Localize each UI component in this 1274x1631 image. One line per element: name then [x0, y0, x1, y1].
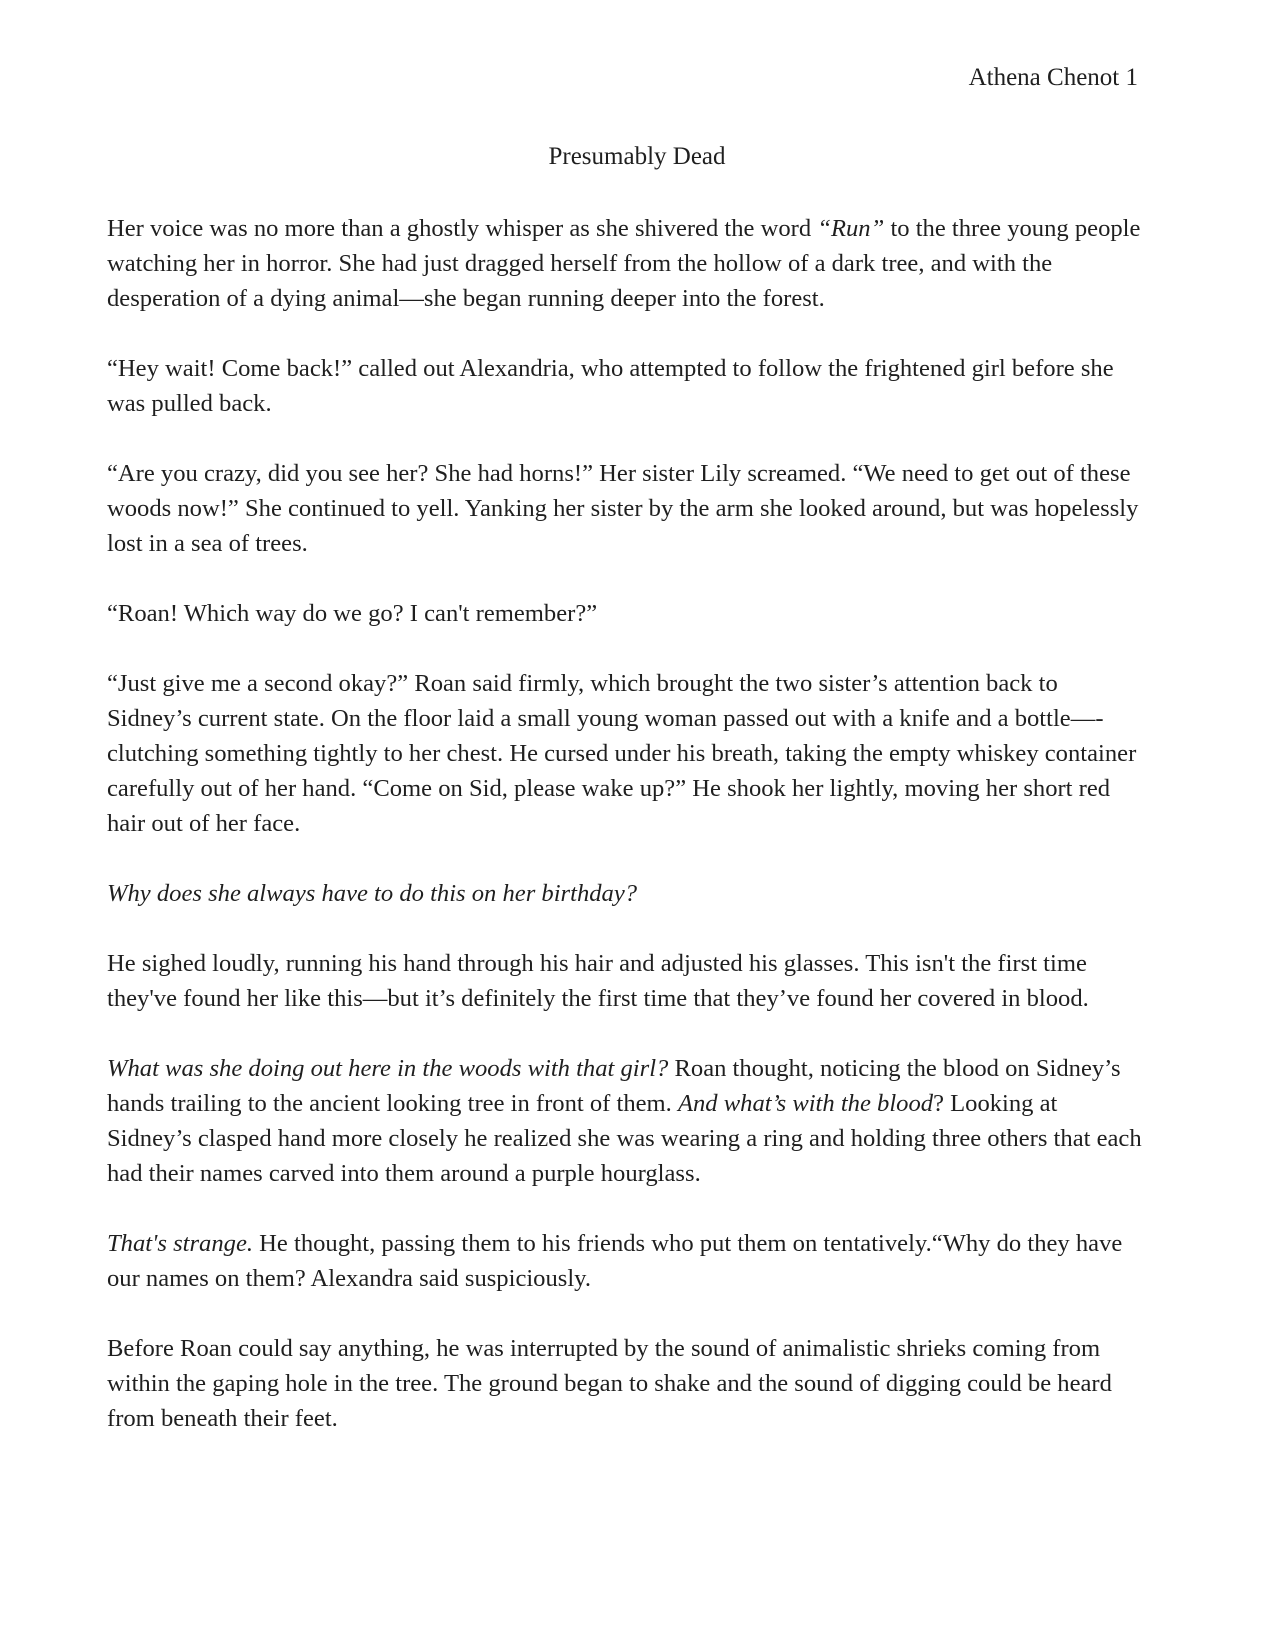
- paragraph-1-text-c: to the three young people watching her in horror. She had just dragged herself from the hollow of a dark tree, and with the desperation of a dying animal—she began running deeper into the forest.: [107, 215, 1141, 312]
- paragraph-8-text-d: ? Looking at Sidney’s clasped hand more closely he realized she was wearing a ring and holding three others that each had their names carved into them around a purple hourglass.: [107, 1090, 1142, 1187]
- paragraph-6-italic-thought: Why does she always have to do this on her birthday?: [107, 880, 638, 907]
- paragraph-1-italic-run: “Run”: [817, 215, 885, 242]
- paragraph-1: [107, 211, 1147, 316]
- paragraph-8-italic-c: And what’s with the blood: [677, 1090, 934, 1117]
- page-header: Athena Chenot 1: [968, 64, 1138, 91]
- paragraph-2: “Hey wait! Come back!” called out Alexandria, who attempted to follow the frightened girl before she was pulled back.: [107, 355, 1114, 417]
- paragraph-10: Before Roan could say anything, he was interrupted by the sound of animalistic shrieks coming from within the gaping hole in the tree. The ground began to shake and the sound of digging could be heard from beneath their feet.: [107, 1335, 1112, 1432]
- paragraph-5: “Just give me a second okay?” Roan said firmly, which brought the two sister’s attention back to Sidney’s current state. On the floor laid a small young woman passed out with a knife and a bottle—-clutching something tightly to her chest. He cursed under his breath, taking the empty whiskey container carefully out of her hand. “Come on Sid, please wake up?” He shook her lightly, moving her short red hair out of her face.: [107, 670, 1137, 837]
- paragraph-7: He sighed loudly, running his hand through his hair and adjusted his glasses. This isn't the first time they've found her like this—but it’s definitely the first time that they’ve found her covered in blood.: [107, 950, 1089, 1012]
- paragraph-1-text-a: Her voice was no more than a ghostly whisper as she shivered the word: [107, 215, 818, 242]
- document-title: Presumably Dead: [548, 143, 726, 170]
- paragraph-3: “Are you crazy, did you see her? She had horns!” Her sister Lily screamed. “We need to get out of these woods now!” She continued to yell. Yanking her sister by the arm she looked around, but was hopelessly lost in a sea of trees.: [107, 460, 1139, 557]
- paragraph-8-italic-a: What was she doing out here in the woods with that girl?: [107, 1055, 669, 1082]
- paragraph-4: “Roan! Which way do we go? I can't remember?”: [107, 600, 598, 627]
- paragraph-9-text-b: He thought, passing them to his friends who put them on tentatively.“Why do they have our names on them? Alexandra said suspiciously.: [107, 1230, 1123, 1292]
- document-body: [107, 211, 1147, 1436]
- paragraph-8-text-b: Roan thought, noticing the blood on Sidney’s hands trailing to the ancient looking tree in front of them.: [107, 1055, 1121, 1117]
- paragraph-9: [107, 1226, 1147, 1296]
- paragraph-8: [107, 1051, 1147, 1191]
- paragraph-9-italic-a: That's strange.: [107, 1230, 254, 1257]
